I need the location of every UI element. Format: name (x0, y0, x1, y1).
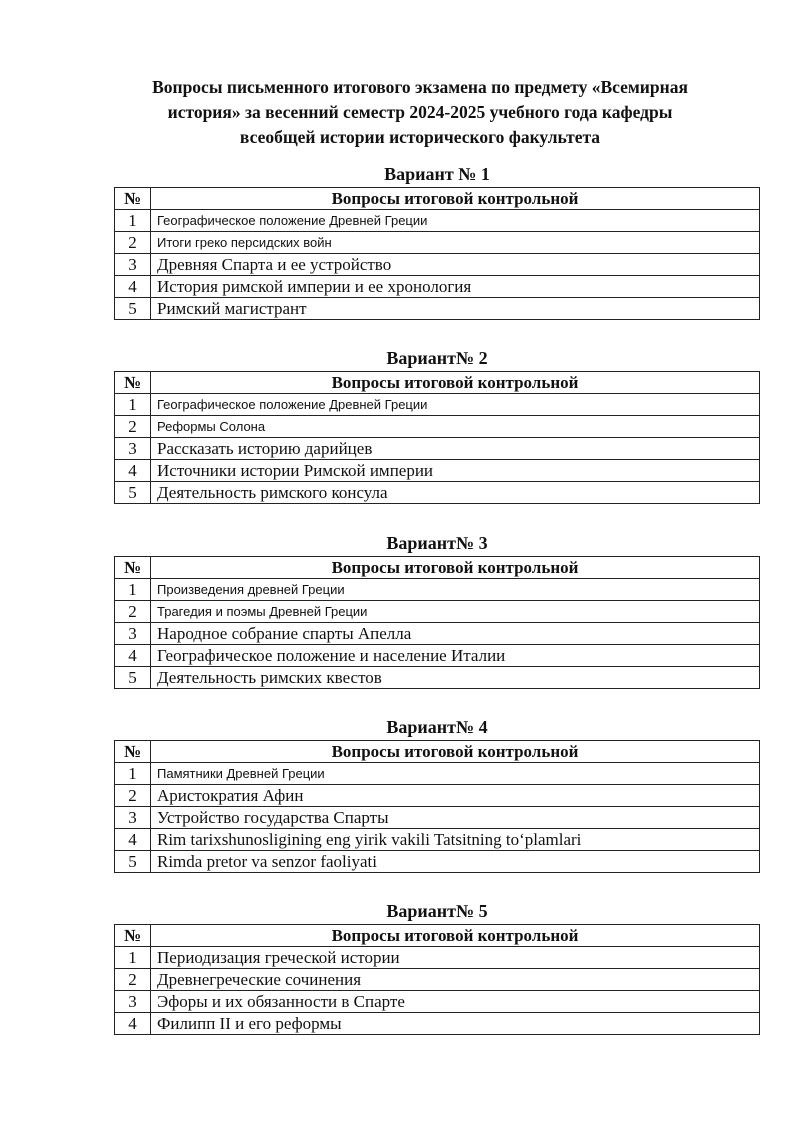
question-number: 3 (115, 254, 151, 276)
questions-table (114, 740, 760, 873)
table-row (115, 807, 760, 829)
variant-section-3 (114, 531, 760, 689)
questions-table (114, 556, 760, 689)
question-text: Периодизация греческой истории (151, 947, 760, 969)
question-text: Географическое положение Древней Греции (151, 210, 760, 232)
question-text: Памятники Древней Греции (151, 763, 760, 785)
table-row (115, 482, 760, 504)
table-header-row (115, 741, 760, 763)
table-row (115, 416, 760, 438)
question-number: 1 (115, 947, 151, 969)
question-text: Географическое положение Древней Греции (151, 394, 760, 416)
question-text: Трагедия и поэмы Древней Греции (151, 601, 760, 623)
question-number: 4 (115, 276, 151, 298)
table-row (115, 579, 760, 601)
variant-title: Вариант№ 2 (386, 348, 488, 368)
question-number: 2 (115, 416, 151, 438)
table-row (115, 785, 760, 807)
variant-title: Вариант№ 4 (386, 717, 488, 737)
title-line-1: Вопросы письменного итогового экзамена по предмету «Всемирная (152, 77, 688, 97)
question-number: 4 (115, 1013, 151, 1035)
title-line-2: история» за весенний семестр 2024-2025 учебного года кафедры (167, 102, 673, 122)
number-column-header: № (115, 925, 151, 947)
table-row (115, 667, 760, 689)
question-number: 2 (115, 601, 151, 623)
question-number: 1 (115, 394, 151, 416)
table-row (115, 623, 760, 645)
question-number: 4 (115, 829, 151, 851)
question-text: Rimda pretor va senzor faoliyati (151, 851, 760, 873)
question-text: Произведения древней Греции (151, 579, 760, 601)
question-number: 5 (115, 298, 151, 320)
number-column-header: № (115, 741, 151, 763)
question-number: 1 (115, 763, 151, 785)
number-column-header: № (115, 372, 151, 394)
variant-section-5 (114, 899, 760, 1035)
table-header-row (115, 557, 760, 579)
table-row (115, 851, 760, 873)
table-row (115, 1013, 760, 1035)
table-row (115, 947, 760, 969)
question-number: 2 (115, 969, 151, 991)
questions-column-header: Вопросы итоговой контрольной (151, 557, 760, 579)
question-number: 5 (115, 482, 151, 504)
number-column-header: № (115, 188, 151, 210)
table-row (115, 438, 760, 460)
table-row (115, 254, 760, 276)
question-number: 2 (115, 785, 151, 807)
variant-section-2 (114, 346, 760, 504)
table-row (115, 829, 760, 851)
question-text: Географическое положение и население Италии (151, 645, 760, 667)
question-number: 3 (115, 438, 151, 460)
question-text: Деятельность римских квестов (151, 667, 760, 689)
question-number: 5 (115, 667, 151, 689)
table-header-row (115, 188, 760, 210)
question-text: Эфоры и их обязанности в Спарте (151, 991, 760, 1013)
questions-table (114, 187, 760, 320)
question-text: История римской империи и ее хронология (151, 276, 760, 298)
question-number: 1 (115, 210, 151, 232)
question-number: 3 (115, 807, 151, 829)
variant-title: Вариант№ 3 (386, 533, 488, 553)
table-row (115, 645, 760, 667)
question-text: Римский магистрант (151, 298, 760, 320)
variant-section-1 (114, 162, 760, 320)
question-number: 2 (115, 232, 151, 254)
question-number: 1 (115, 579, 151, 601)
table-row (115, 276, 760, 298)
questions-column-header: Вопросы итоговой контрольной (151, 925, 760, 947)
number-column-header: № (115, 557, 151, 579)
question-text: Народное собрание спарты Апелла (151, 623, 760, 645)
question-number: 4 (115, 460, 151, 482)
table-row (115, 991, 760, 1013)
question-number: 3 (115, 991, 151, 1013)
question-number: 4 (115, 645, 151, 667)
table-row (115, 969, 760, 991)
variant-section-4 (114, 715, 760, 873)
question-text: Древняя Спарта и ее устройство (151, 254, 760, 276)
questions-table (114, 924, 760, 1035)
table-header-row (115, 372, 760, 394)
table-row (115, 298, 760, 320)
question-number: 5 (115, 851, 151, 873)
question-text: Rim tarixshunosligining eng yirik vakili Tatsitning to‘plamlari (151, 829, 760, 851)
table-row (115, 394, 760, 416)
question-text: Деятельность римского консула (151, 482, 760, 504)
title-line-3: всеобщей истории исторического факультета (239, 127, 601, 147)
question-number: 3 (115, 623, 151, 645)
question-text: Итоги греко персидских войн (151, 232, 760, 254)
table-header-row (115, 925, 760, 947)
questions-column-header: Вопросы итоговой контрольной (151, 372, 760, 394)
questions-column-header: Вопросы итоговой контрольной (151, 741, 760, 763)
questions-column-header: Вопросы итоговой контрольной (151, 188, 760, 210)
variant-title: Вариант№ 5 (386, 901, 488, 921)
table-row (115, 763, 760, 785)
question-text: Рассказать историю дарийцев (151, 438, 760, 460)
question-text: Реформы Солона (151, 416, 760, 438)
question-text: Устройство государства Спарты (151, 807, 760, 829)
question-text: Филипп II и его реформы (151, 1013, 760, 1035)
table-row (115, 232, 760, 254)
variant-title: Вариант № 1 (384, 164, 490, 184)
question-text: Древнегреческие сочинения (151, 969, 760, 991)
table-row (115, 601, 760, 623)
table-row (115, 460, 760, 482)
table-row (115, 210, 760, 232)
document-title (120, 75, 720, 150)
question-text: Аристократия Афин (151, 785, 760, 807)
questions-table (114, 371, 760, 504)
question-text: Источники истории Римской империи (151, 460, 760, 482)
